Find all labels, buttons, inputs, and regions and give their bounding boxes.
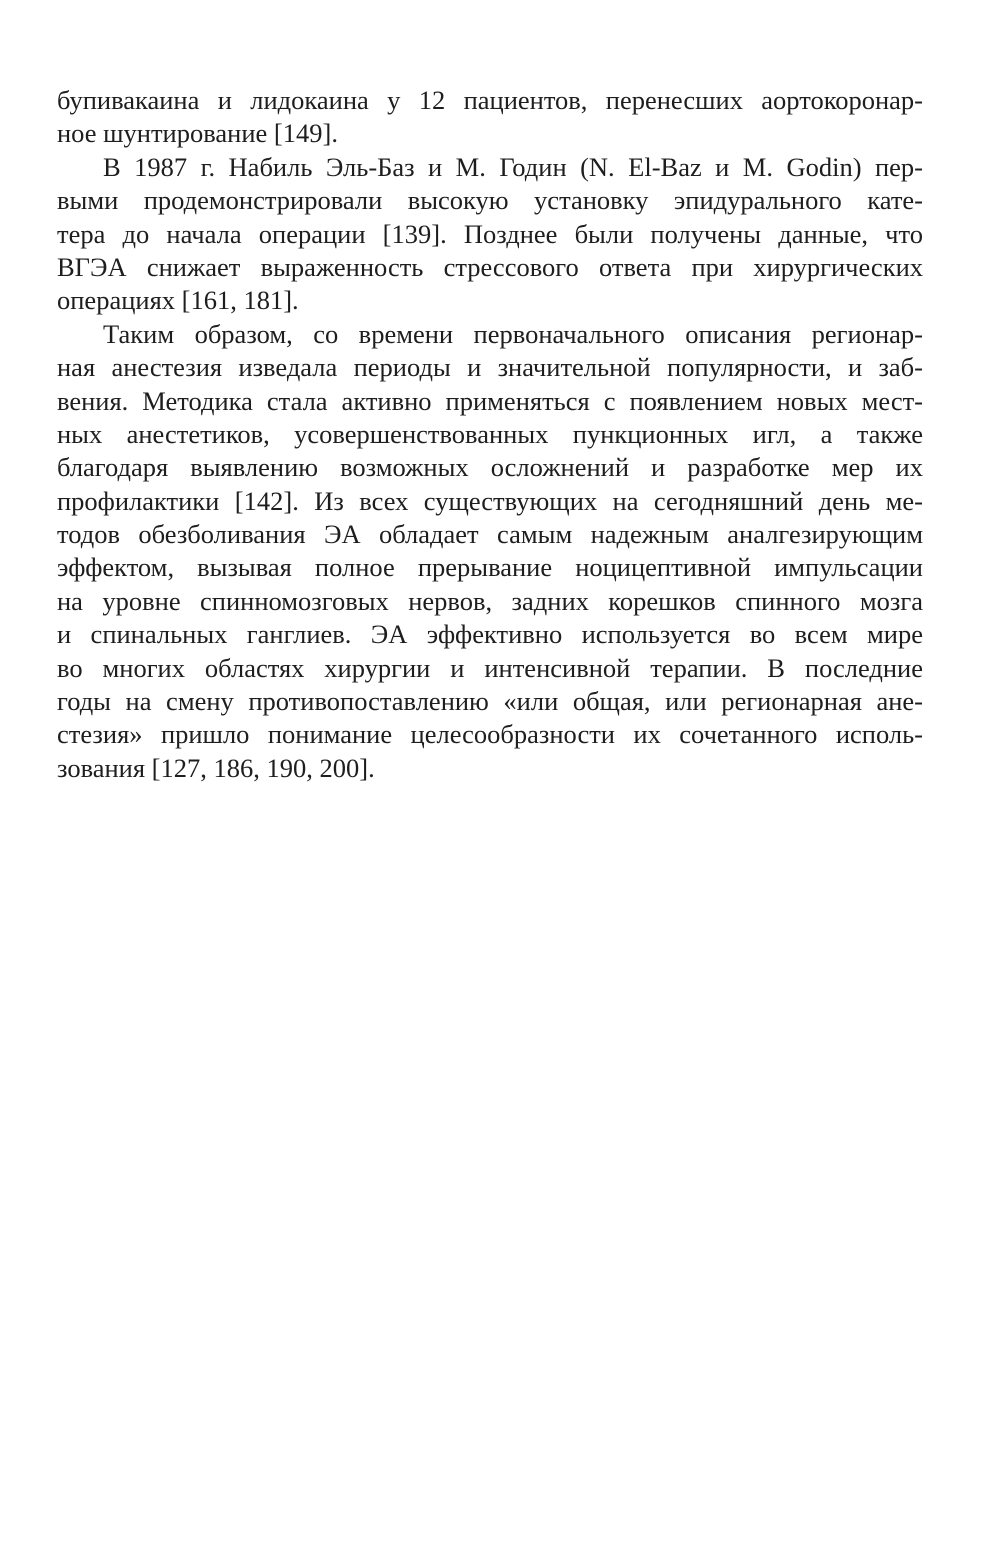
paragraph bbox=[57, 318, 923, 785]
text-line: ВГЭА снижает выраженность стрессового ответа при хирургических bbox=[57, 251, 923, 282]
text-line: на уровне спинномозговых нервов, задних корешков спинного мозга bbox=[57, 585, 923, 616]
text-line: благодаря выявлению возможных осложнений и разработке мер их bbox=[57, 452, 923, 483]
paragraph bbox=[57, 151, 923, 318]
text-line: бупивакаина и лидокаина у 12 пациентов, перенесших аортокоронар- bbox=[57, 85, 923, 115]
text-line: ная анестезия изведала периоды и значительной популярности, и заб- bbox=[57, 352, 923, 383]
text-line: выми продемонстрировали высокую установку эпидурального кате- bbox=[57, 185, 923, 216]
text-line: тера до начала операции [139]. Позднее были получены данные, что bbox=[57, 218, 923, 249]
text-line: зования [127, 186, 190, 200]. bbox=[57, 752, 375, 783]
text-line: эффектом, вызывая полное прерывание ноцицептивной импульсации bbox=[57, 552, 923, 583]
text-line: ных анестетиков, усовершенствованных пункционных игл, а также bbox=[57, 418, 923, 449]
text-line: Таким образом, со времени первоначального описания регионар- bbox=[103, 318, 923, 349]
text-line: профилактики [142]. Из всех существующих на сегодняшний день ме- bbox=[57, 485, 923, 516]
text-line: стезия» пришло понимание целесообразности их сочетанного исполь- bbox=[57, 719, 923, 750]
text-line: годы на смену противопоставлению «или общая, или регионарная ане- bbox=[57, 686, 923, 717]
text-line: вения. Методика стала активно применяться с появлением новых мест- bbox=[57, 385, 923, 416]
text-line: и спинальных ганглиев. ЭА эффективно используется во всем мире bbox=[57, 619, 923, 650]
page-text bbox=[57, 84, 923, 785]
text-line: ное шунтирование [149]. bbox=[57, 118, 338, 149]
text-line: тодов обезболивания ЭА обладает самым надежным аналгезирующим bbox=[57, 519, 923, 550]
text-line: В 1987 г. Набиль Эль-Баз и М. Годин (N. El-Baz и M. Godin) пер- bbox=[103, 151, 923, 182]
text-line: во многих областях хирургии и интенсивной терапии. В последние bbox=[57, 652, 923, 683]
paragraph bbox=[57, 84, 923, 151]
text-line: операциях [161, 181]. bbox=[57, 285, 299, 316]
